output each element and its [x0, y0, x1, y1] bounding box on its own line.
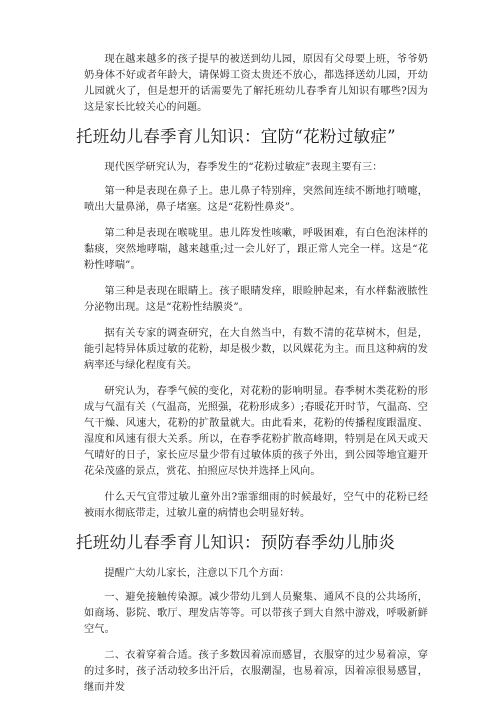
- section-2-paragraph: 二、衣着穿着合适。孩子多数因着凉而感冒，衣服穿的过少易着凉，穿的过多时，孩子活动较多出汗后，衣服潮湿，也易着凉，因着凉很易感冒，继而并发: [84, 650, 428, 693]
- section-1-paragraph: 什么天气宜带过敏儿童外出?霏霏细雨的时候最好，空气中的花粉已经被雨水彻底带走，过敏儿童的病情也会明显好转。: [84, 492, 428, 519]
- section-2-paragraph: 一、避免接触传染源。减少带幼儿到人员聚集、通风不良的公共场所，如商场、影院、歌厅、理发店等等。可以带孩子到大自然中游戏，呼吸新鲜空气。: [84, 592, 428, 635]
- section-2-paragraph: 提醒广大幼儿家长，注意以下几个方面：: [104, 568, 290, 579]
- section-1-paragraph: 第三种是表现在眼睛上。孩子眼睛发痒，眼睑肿起来，有水样黏液脓性分泌物出现。这是“花粉性结膜炎”。: [84, 286, 428, 313]
- section-2-title: 托班幼儿春季育儿知识：预防春季幼儿肺炎: [76, 533, 396, 552]
- section-1-paragraph: 据有关专家的调查研究，在大自然当中，有数不清的花草树木，但是，能引起特异体质过敏的花粉，却是极少数，以风媒花为主。而且这种病的发病率还与绿化程度有关。: [84, 328, 428, 371]
- section-1-paragraph: 第二种是表现在喉咙里。患儿阵发性咳嗽，呼吸困难，有白色泡沫样的黏痰，突然地哮喘，越来越重;过一会儿好了，跟正常人完全一样。这是“花粉性哮喘”。: [84, 228, 428, 271]
- section-1-paragraph: 第一种是表现在鼻子上。患儿鼻子特别痒，突然间连续不断地打喷嚏，喷出大量鼻涕，鼻子堵塞。这是“花粉性鼻炎”。: [84, 186, 428, 213]
- section-1-paragraph: 研究认为，春季气候的变化，对花粉的影响明显。春季树木类花粉的形成与气温有关（气温高，光照强，花粉形成多）;春暖花开时节，气温高、空气干燥、风速大，花粉的扩散量就大。由此看来，花粉的传播程度跟温度、湿度和风速有很大关系。所以，在春季花粉扩散高峰期，特别是在风天或天气晴好的日子，家长应尽量少带有过敏体质的孩子外出，到公园等地宜避开花朵茂盛的景点，赏花、拍照应尽快并选择上风向。: [84, 386, 428, 477]
- intro-paragraph: 现在越来越多的孩子提早的被送到幼儿园，原因有父母要上班，爷爷奶奶身体不好或者年龄大，请保姆工资太贵还不放心，都选择送幼儿园，开幼儿园就火了，但是想开的话需要先了解托班幼儿春季育儿知识有哪些?因为这是家长比较关心的问题。: [84, 54, 428, 113]
- section-1-paragraph: 现代医学研究认为，春季发生的“花粉过敏症”表现主要有三：: [104, 162, 383, 173]
- section-1-title: 托班幼儿春季育儿知识：宜防“花粉过敏症”: [76, 127, 396, 146]
